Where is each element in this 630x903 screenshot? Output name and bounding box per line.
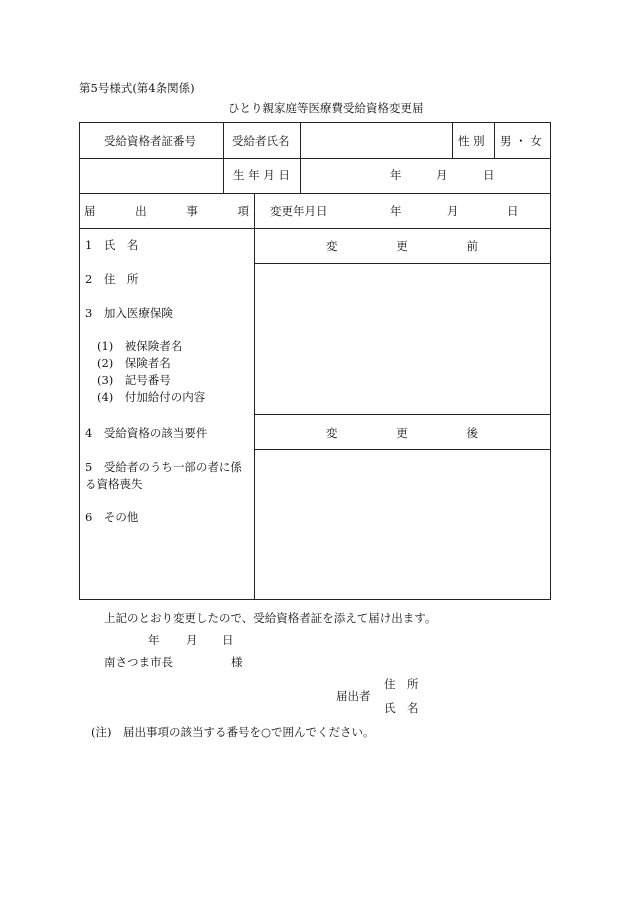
statement: 上記のとおり変更したので、受給資格者証を添えて届け出ます。 [104, 611, 437, 625]
change-day: 日 [507, 204, 519, 218]
submit-day: 日 [222, 633, 234, 647]
after-change-header [326, 425, 478, 441]
change-year: 年 [390, 204, 402, 218]
birth-day: 日 [483, 168, 495, 182]
before-char: 変 [326, 239, 338, 253]
col-rule [494, 123, 495, 158]
recipient-name-label: 受給者氏名 [232, 134, 290, 148]
submitter-name-label: 氏 名 [384, 701, 419, 715]
change-date-label: 変更年月日 [270, 204, 328, 218]
col-rule [223, 123, 224, 193]
col-rule [300, 123, 301, 193]
gender-label: 性 別 [458, 134, 485, 148]
items-header-char: 出 [135, 204, 147, 218]
subitem-insurer-name: (2) 保険者名 [97, 356, 171, 370]
before-char: 更 [396, 239, 408, 253]
items-header-char: 事 [186, 204, 198, 218]
submit-month: 月 [186, 633, 198, 647]
note: (注) 届出事項の該当する番号を○で囲んでください。 [91, 725, 375, 739]
items-header-char: 項 [237, 204, 249, 218]
row-rule [80, 158, 550, 159]
form-number: 第5号様式(第4条関係) [79, 81, 195, 95]
item-partial-loss-line2: る資格喪失 [85, 477, 143, 491]
subitem-additional-benefits: (4) 付加給付の内容 [97, 390, 206, 404]
row-rule [254, 263, 550, 264]
after-char: 後 [466, 426, 478, 440]
change-month: 月 [447, 204, 459, 218]
row-rule [254, 414, 550, 415]
addressee: 南さつま市長 [104, 655, 173, 669]
item-eligibility: 4 受給資格の該当要件 [85, 426, 208, 440]
item-address: 2 住 所 [85, 272, 139, 286]
form-title: ひとり親家庭等医療費受給資格変更届 [228, 101, 424, 115]
submitter-label: 届出者 [336, 689, 371, 703]
cert-number-label: 受給資格者証番号 [104, 134, 196, 148]
after-char: 更 [396, 426, 408, 440]
item-partial-loss-line1: 5 受給者のうち一部の者に係 [85, 460, 242, 474]
subitem-insured-name: (1) 被保険者名 [97, 339, 183, 353]
submitter-address-label: 住 所 [384, 677, 419, 691]
row-rule [80, 228, 550, 229]
honorific: 様 [231, 655, 243, 669]
after-char: 変 [326, 426, 338, 440]
item-name: 1 氏 名 [85, 238, 139, 252]
birth-month: 月 [436, 168, 448, 182]
col-rule [452, 123, 453, 158]
birth-year: 年 [390, 168, 402, 182]
submit-year: 年 [148, 633, 160, 647]
gender-value: 男 ・ 女 [500, 134, 542, 148]
row-rule [80, 193, 550, 194]
items-header-label [84, 203, 249, 219]
birth-date-label: 生 年 月 日 [233, 168, 290, 182]
item-other: 6 その他 [85, 510, 139, 524]
row-rule [254, 449, 550, 450]
subitem-symbol-number: (3) 記号番号 [97, 373, 171, 387]
items-header-char: 届 [84, 204, 96, 218]
col-rule [254, 193, 255, 599]
before-change-header [326, 238, 478, 254]
before-char: 前 [466, 239, 478, 253]
item-insurance: 3 加入医療保険 [85, 306, 173, 320]
